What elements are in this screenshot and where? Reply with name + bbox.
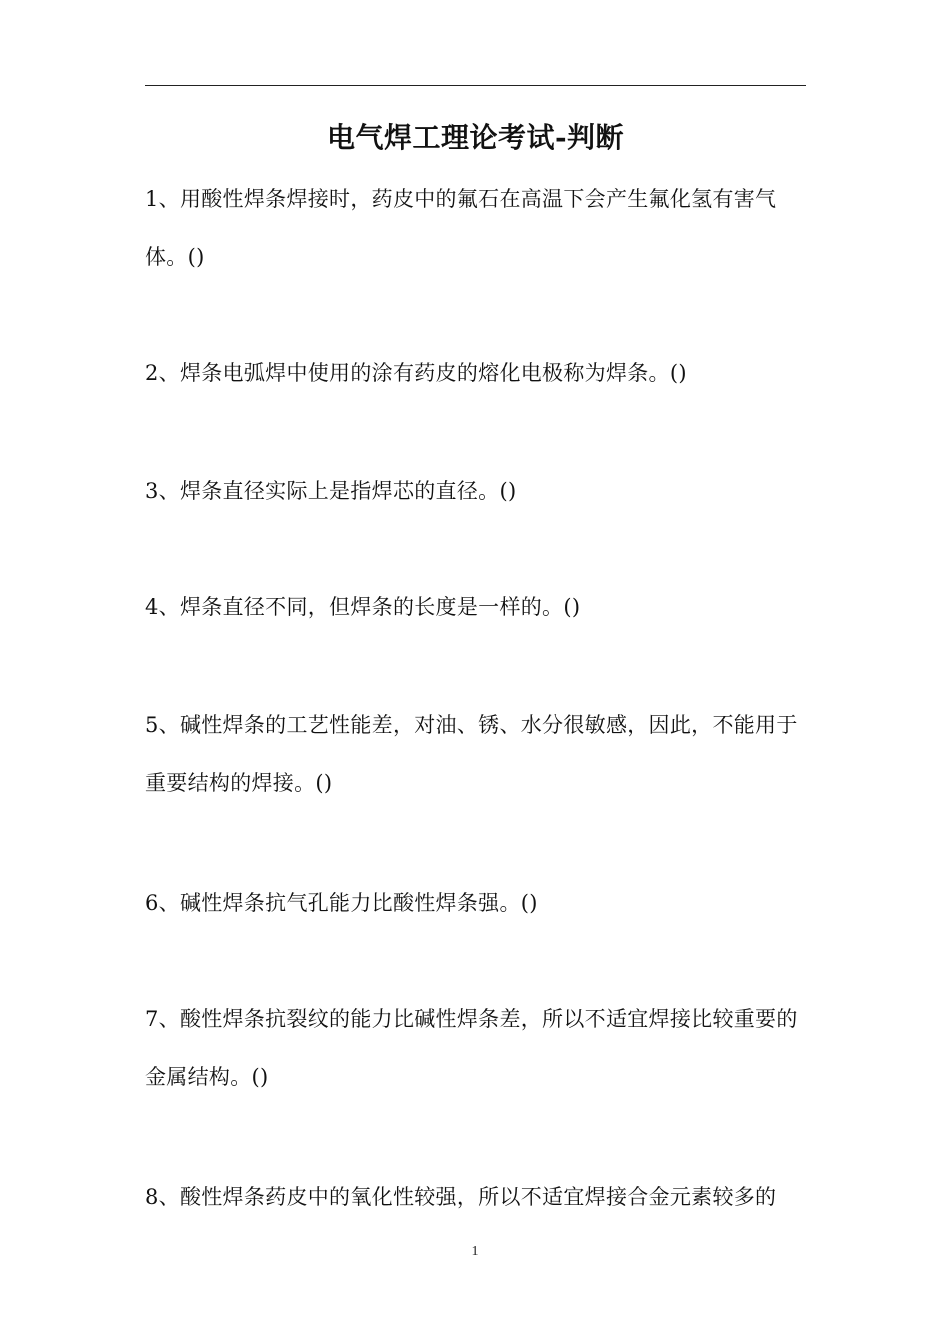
document-title: 电气焊工理论考试-判断 <box>326 121 625 154</box>
page-number: 1 <box>471 1244 479 1259</box>
question-item: 5、碱性焊条的工艺性能差，对油、锈、水分很敏感，因此，不能用于重要结构的焊接。() <box>145 713 798 795</box>
question-item: 7、酸性焊条抗裂纹的能力比碱性焊条差，所以不适宜焊接比较重要的金属结构。() <box>145 1007 798 1089</box>
header-rule <box>145 85 806 86</box>
question-item: 1、用酸性焊条焊接时，药皮中的氟石在高温下会产生氟化氢有害气体。() <box>145 187 777 269</box>
question-item: 2、焊条电弧焊中使用的涂有药皮的熔化电极称为焊条。() <box>145 361 687 385</box>
question-item: 4、焊条直径不同，但焊条的长度是一样的。() <box>145 595 581 619</box>
question-item: 3、焊条直径实际上是指焊芯的直径。() <box>145 479 517 503</box>
question-item: 8、酸性焊条药皮中的氧化性较强，所以不适宜焊接合金元素较多的 <box>145 1185 777 1209</box>
question-item: 6、碱性焊条抗气孔能力比酸性焊条强。() <box>145 891 538 915</box>
